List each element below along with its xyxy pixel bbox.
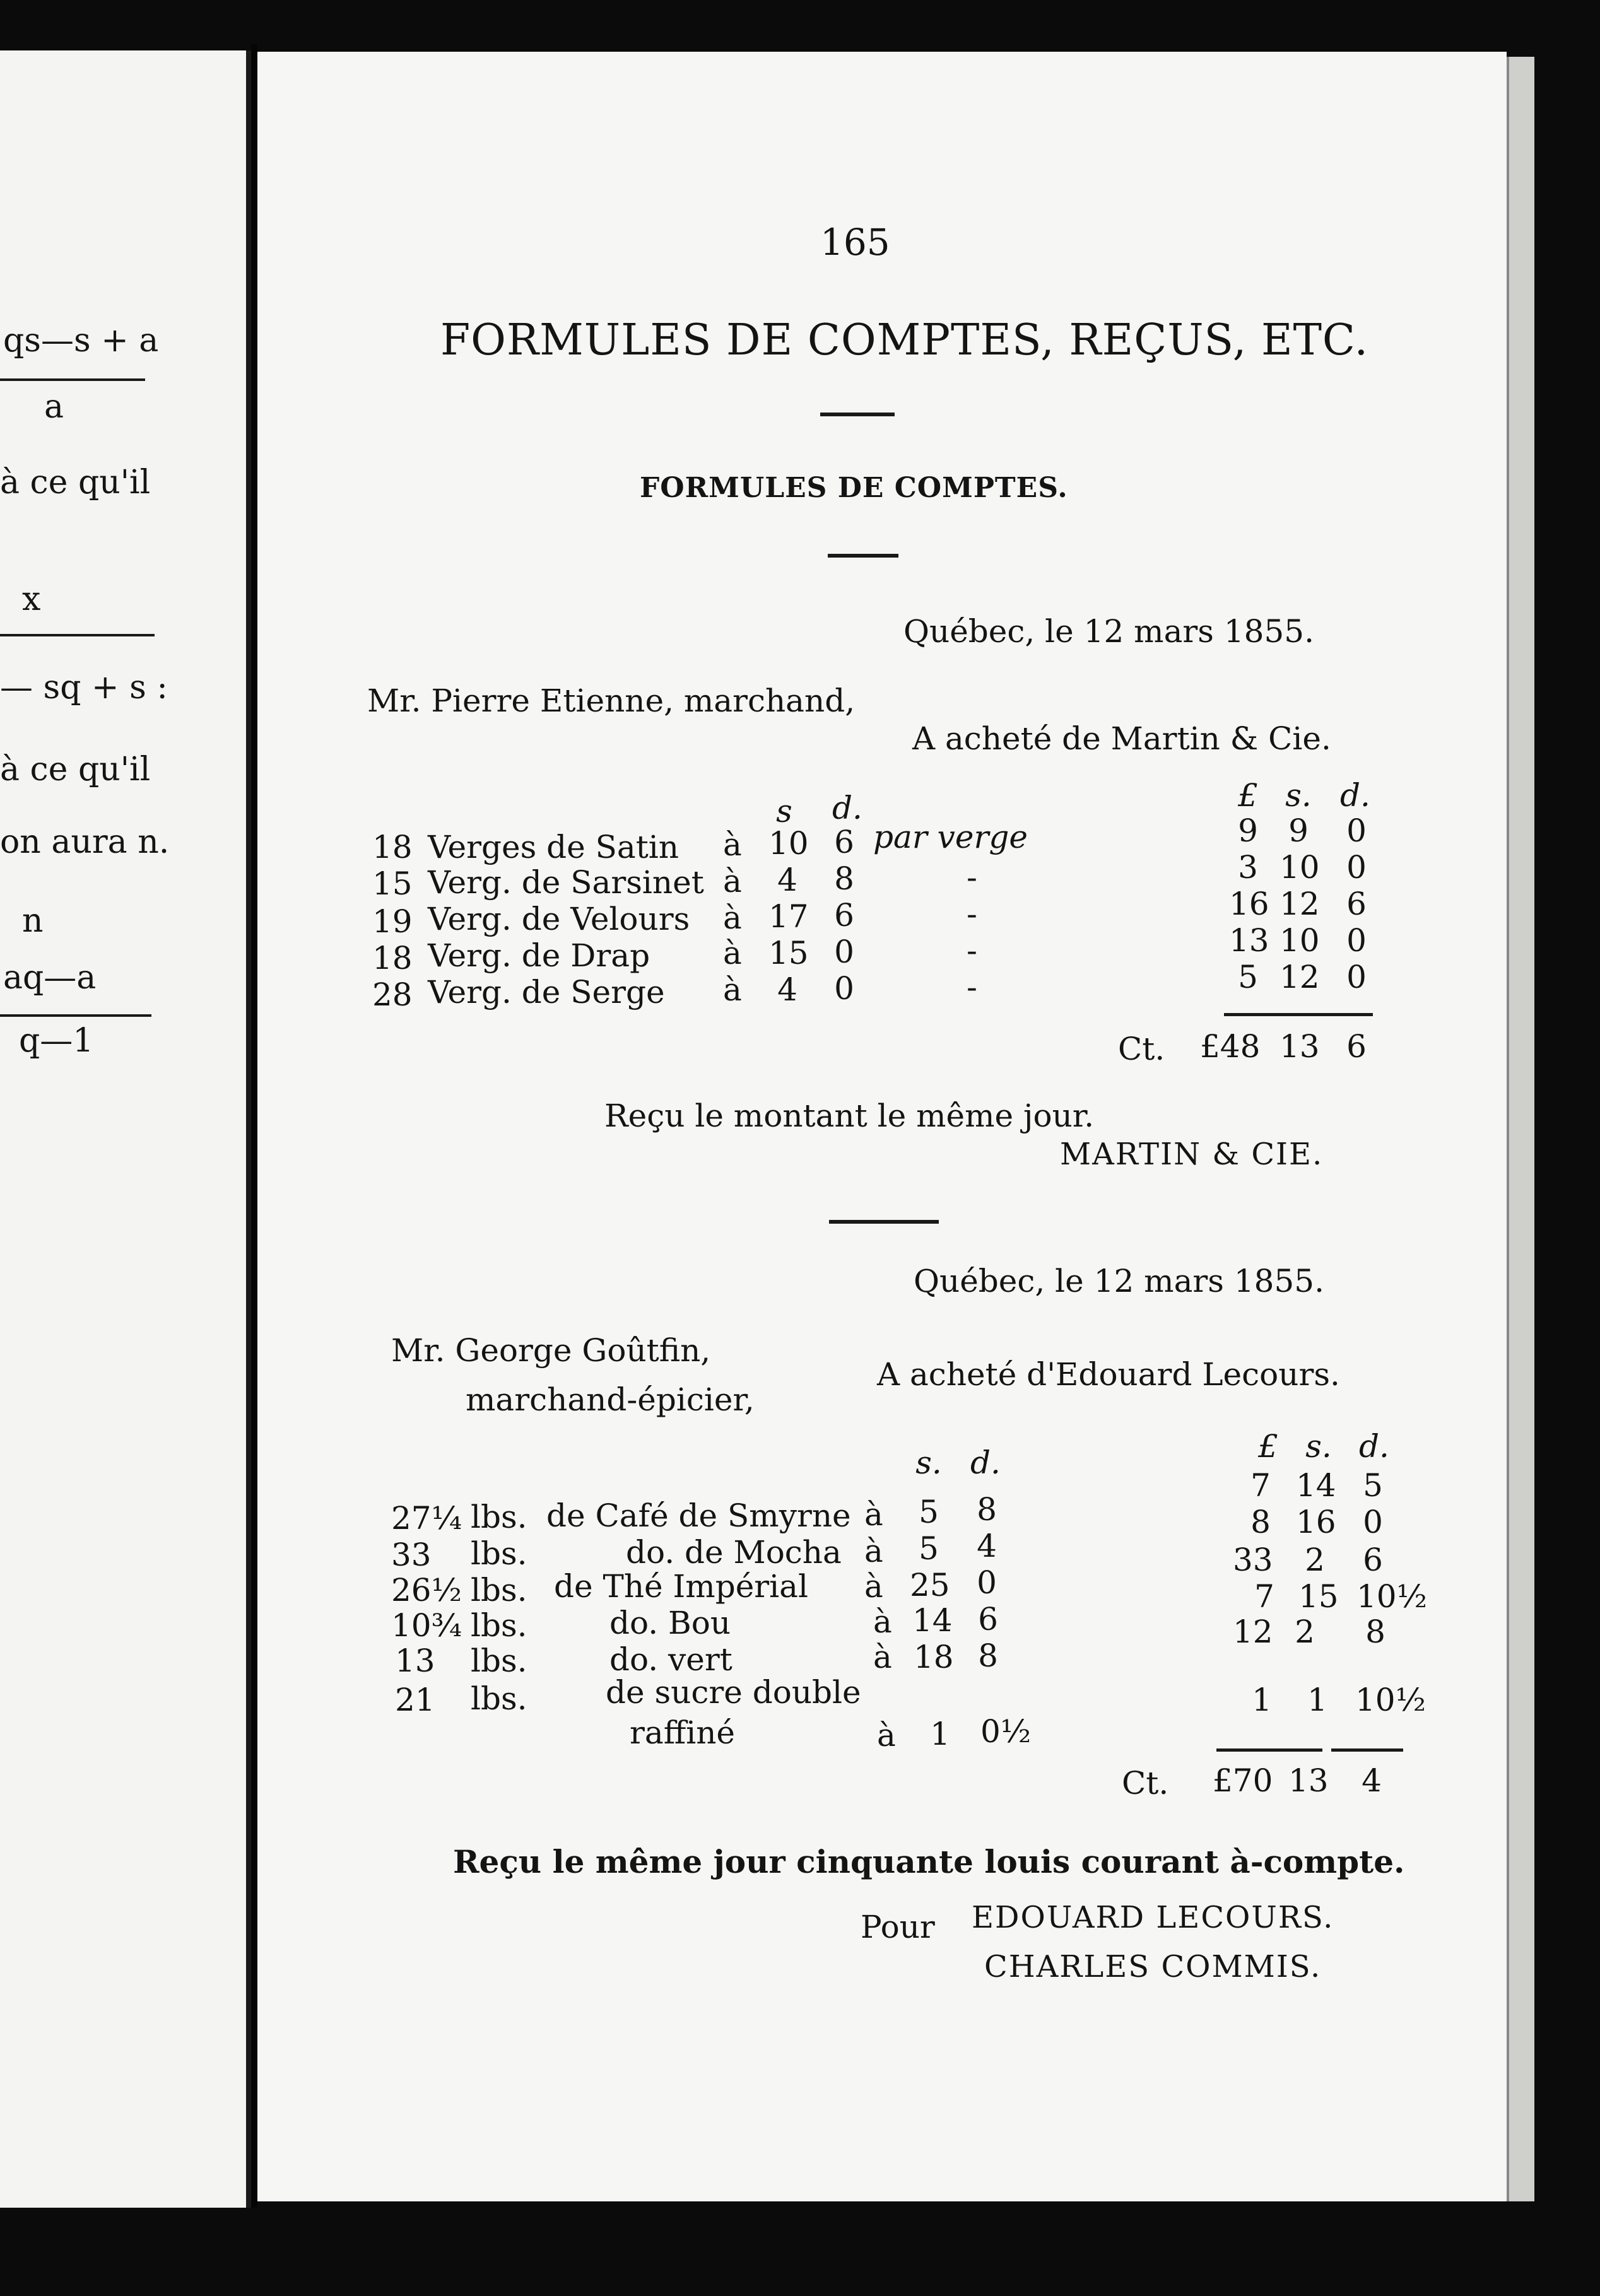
item-desc: Verg. de Velours [428, 901, 690, 937]
sum-rule [1331, 1748, 1403, 1752]
price-s: 25 [910, 1567, 950, 1603]
unit: lbs. [471, 1499, 527, 1535]
left-line: à ce qu'il [0, 751, 151, 788]
total-s: 10 [1279, 849, 1320, 886]
price-s: 15 [768, 935, 809, 971]
total-s: 9 [1288, 812, 1309, 849]
price-d: 8 [978, 1637, 998, 1674]
total-l: 8 [1250, 1504, 1271, 1540]
price-s: 4 [777, 971, 797, 1008]
price-header-s: s. [915, 1444, 942, 1481]
customer-name: Mr. George Goûtfin, [391, 1332, 711, 1369]
account-date: Québec, le 12 mars 1855. [914, 1263, 1324, 1299]
total-d: 8 [1365, 1614, 1385, 1650]
ditto: - [967, 859, 977, 896]
price-d: 6 [834, 897, 854, 934]
at: à [723, 971, 742, 1008]
qty: 27¼ [391, 1500, 462, 1537]
at: à [723, 826, 742, 863]
total-s: 2 [1305, 1542, 1325, 1578]
price-s: 5 [919, 1530, 939, 1567]
ditto: - [967, 969, 977, 1005]
seller-line: A acheté d'Edouard Lecours. [877, 1356, 1340, 1393]
grand-total-s: 13 [1279, 1028, 1320, 1065]
at: à [864, 1568, 883, 1605]
at: à [723, 935, 742, 971]
price-d: 0 [834, 934, 854, 970]
total-l: 13 [1229, 922, 1269, 959]
at: à [873, 1603, 892, 1640]
item-desc: do. Bou [609, 1605, 731, 1641]
total-s: 12 [1279, 959, 1320, 995]
total-l: 7 [1250, 1467, 1271, 1504]
total-d: 0 [1346, 922, 1367, 959]
qty: 18 [372, 829, 413, 865]
signature: MARTIN & CIE. [1060, 1137, 1324, 1172]
at: à [723, 899, 742, 936]
price-s: 14 [912, 1602, 953, 1639]
total-s: 12 [1279, 886, 1320, 922]
total-l: 5 [1238, 959, 1258, 995]
total-d: 10½ [1356, 1578, 1428, 1615]
price-d: 8 [977, 1491, 997, 1528]
total-d: 0 [1346, 959, 1367, 995]
book-page [257, 52, 1507, 2201]
total-s: 16 [1296, 1504, 1336, 1540]
price-d: 0 [977, 1564, 997, 1601]
price-s: 5 [919, 1494, 939, 1530]
item-desc: Verg. de Drap [428, 937, 650, 974]
grand-total-d: 4 [1362, 1762, 1382, 1799]
price-header-s: s [776, 793, 792, 829]
sum-rule [1216, 1748, 1322, 1752]
qty: 28 [372, 976, 413, 1013]
total-d: 6 [1363, 1542, 1383, 1578]
total-l: 16 [1229, 886, 1269, 922]
at: à [864, 1533, 883, 1569]
price-d: 0 [834, 970, 854, 1007]
left-line: q—1 [19, 1022, 94, 1060]
customer-name: Mr. Pierre Etienne, marchand, [367, 682, 856, 719]
total-header-d: d. [1359, 1428, 1389, 1465]
pour-label: Pour [861, 1909, 935, 1945]
customer-trade: marchand-épicier, [466, 1381, 755, 1418]
at: à [873, 1639, 892, 1675]
qty: 15 [372, 865, 413, 902]
price-s: 17 [768, 898, 809, 935]
price-d: 0½ [980, 1713, 1032, 1750]
total-s: 15 [1298, 1578, 1339, 1615]
total-header-l: £ [1258, 1428, 1278, 1465]
book-gutter [251, 44, 257, 2208]
qty: 21 [395, 1682, 435, 1718]
price-d: 4 [977, 1528, 997, 1564]
item-desc: de Café de Smyrne [546, 1497, 851, 1534]
account-date: Québec, le 12 mars 1855. [903, 613, 1314, 650]
total-s: 10 [1279, 922, 1320, 959]
total-s: 2 [1295, 1614, 1315, 1650]
price-d: 8 [834, 860, 854, 897]
unit: lbs. [471, 1535, 527, 1572]
item-desc-cont: raffiné [630, 1714, 736, 1751]
total-l: 7 [1254, 1578, 1274, 1615]
total-d: 6 [1346, 886, 1367, 922]
qty: 33 [391, 1537, 432, 1573]
item-desc: do. de Mocha [626, 1534, 842, 1571]
unit: lbs. [471, 1680, 527, 1717]
grand-total-l: £48 [1200, 1028, 1261, 1065]
ditto: - [967, 932, 977, 969]
sum-rule [1224, 1013, 1373, 1016]
left-line: on aura n. [0, 823, 170, 861]
unit: lbs. [471, 1607, 527, 1644]
left-line: x [22, 580, 41, 618]
total-d: 10½ [1355, 1682, 1426, 1718]
total-l: 33 [1233, 1542, 1273, 1578]
signature: EDOUARD LECOURS. [972, 1900, 1334, 1935]
item-desc: do. vert [609, 1641, 732, 1678]
item-desc: Verges de Satin [428, 829, 679, 865]
price-s: 1 [930, 1716, 950, 1752]
qty: 19 [372, 903, 413, 940]
grand-total-d: 6 [1346, 1028, 1367, 1065]
total-d: 0 [1346, 849, 1367, 886]
item-desc: Verg. de Sarsinet [428, 864, 704, 901]
qty: 10¾ [391, 1607, 462, 1644]
left-rule [0, 1014, 151, 1017]
item-desc: Verg. de Serge [428, 974, 665, 1010]
receipt-note: Reçu le même jour cinquante louis courant à-compte. [453, 1843, 1405, 1880]
item-desc: de sucre double [606, 1674, 861, 1711]
item-desc: de Thé Impérial [554, 1568, 808, 1605]
price-s: 10 [768, 825, 809, 862]
total-d: 0 [1363, 1504, 1383, 1540]
total-header-l: £ [1238, 777, 1258, 814]
price-s: 4 [777, 862, 797, 898]
receipt-note: Reçu le montant le même jour. [604, 1098, 1095, 1134]
total-l: 1 [1252, 1682, 1272, 1718]
left-line: — sq + s : [0, 669, 168, 706]
unit: lbs. [471, 1643, 527, 1679]
qty: 18 [372, 940, 413, 976]
page-title: FORMULES DE COMPTES, REÇUS, ETC. [440, 315, 1369, 365]
total-l: 9 [1238, 812, 1258, 849]
divider [828, 554, 898, 558]
total-label: Ct. [1122, 1765, 1169, 1801]
seller-line: A acheté de Martin & Cie. [912, 720, 1331, 757]
left-line: aq—a [3, 959, 97, 997]
price-header-d: d. [970, 1444, 1001, 1481]
ditto: - [967, 896, 977, 932]
total-label: Ct. [1118, 1031, 1165, 1067]
left-line: à ce qu'il [0, 464, 151, 501]
total-header-s: s. [1305, 1428, 1332, 1465]
qty: 13 [395, 1643, 435, 1679]
price-header-d: d. [832, 790, 862, 826]
section-title: FORMULES DE COMPTES. [640, 472, 1068, 504]
total-header-d: d. [1340, 777, 1370, 814]
total-header-s: s. [1285, 777, 1312, 814]
signature-clerk: CHARLES COMMIS. [984, 1949, 1322, 1984]
page-number: 165 [820, 221, 890, 264]
qty: 26½ [391, 1572, 462, 1608]
divider [820, 413, 895, 416]
left-rule [0, 634, 155, 636]
left-line: n [22, 902, 44, 940]
total-s: 14 [1296, 1467, 1336, 1504]
left-line: qs—s + a [3, 322, 159, 360]
unit: lbs. [471, 1572, 527, 1608]
left-page-fragment [0, 50, 251, 2208]
left-rule [0, 378, 145, 381]
price-s: 18 [914, 1639, 954, 1675]
total-l: 12 [1233, 1614, 1273, 1650]
page-edge [1507, 57, 1534, 2201]
at: à [877, 1717, 896, 1754]
total-d: 0 [1346, 812, 1367, 849]
grand-total-l: £70 [1213, 1762, 1273, 1799]
divider [829, 1220, 939, 1224]
price-d: 6 [834, 824, 854, 860]
at: à [723, 863, 742, 899]
total-d: 5 [1363, 1467, 1383, 1504]
price-d: 6 [978, 1601, 998, 1637]
at: à [864, 1496, 883, 1533]
unit-note: par verge [873, 819, 1028, 855]
grand-total-s: 13 [1288, 1762, 1329, 1799]
total-l: 3 [1238, 849, 1258, 886]
left-line: a [44, 388, 64, 426]
total-s: 1 [1307, 1682, 1327, 1718]
